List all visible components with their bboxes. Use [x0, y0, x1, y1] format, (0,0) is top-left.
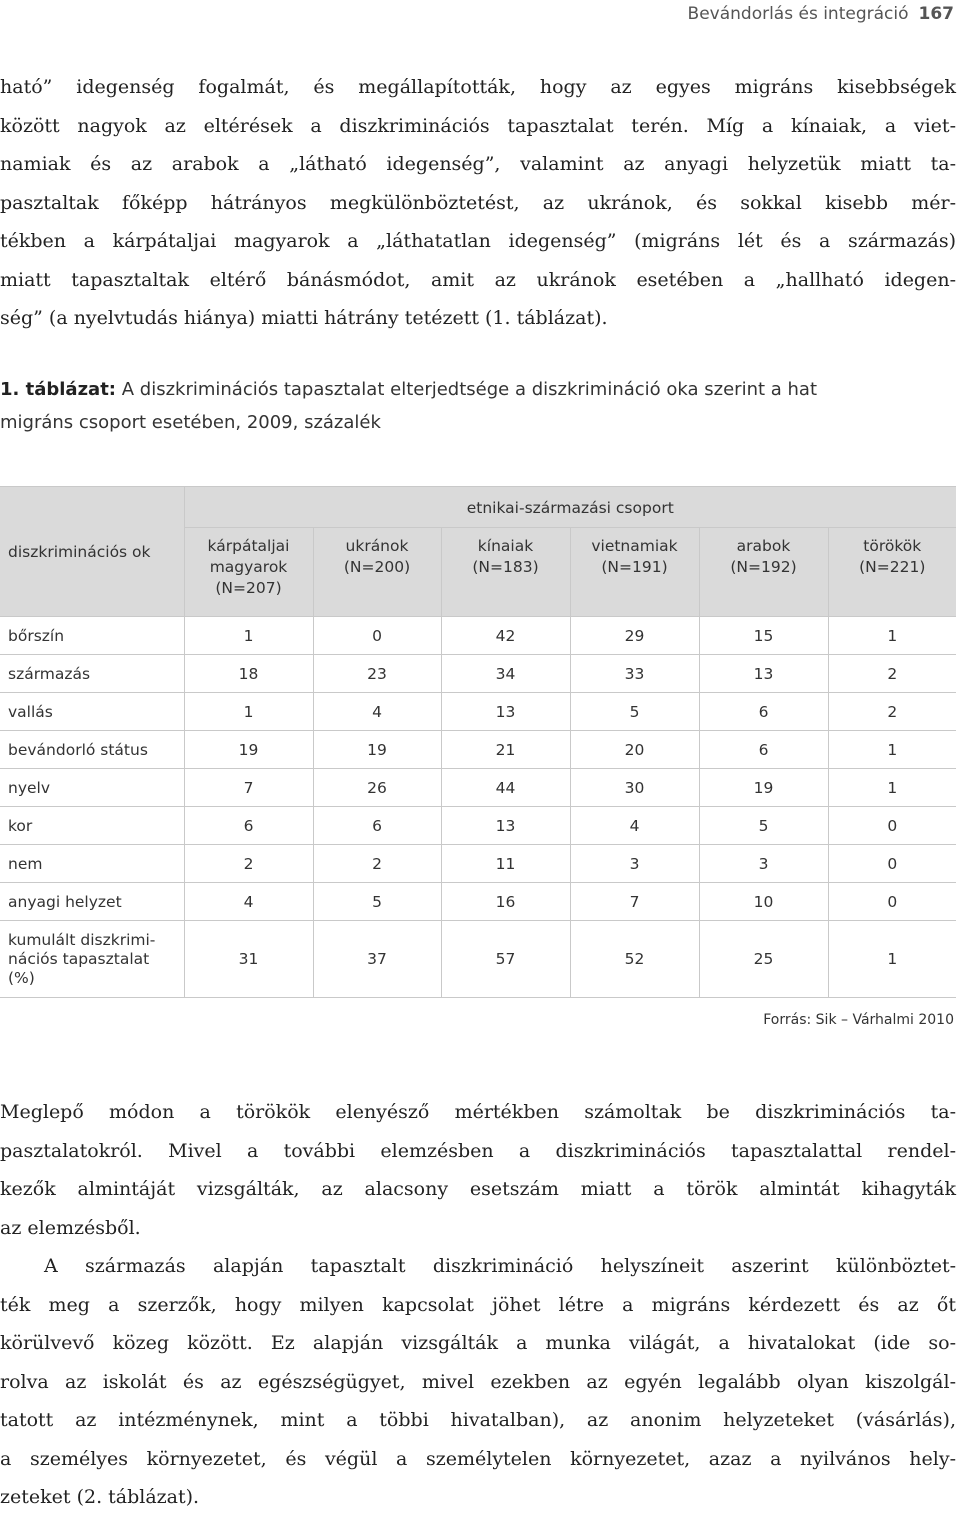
text-line: körülvevő közeg között. Ez alapján vizsgálták a munka világát, a hivatalokat (ide so- — [0, 1332, 956, 1354]
column-header-line: ukránok — [345, 537, 409, 555]
row-label: kor — [0, 807, 184, 845]
table-cell: 0 — [828, 845, 956, 883]
text-line: Meglepő módon a törökök elenyésző mértékben számoltak be diszkriminációs ta- — [0, 1101, 956, 1123]
table-cell: 1 — [828, 731, 956, 769]
text-line: miatt tapasztaltak eltérő bánásmódot, amit az ukránok esetében a „hallható idegen- — [0, 268, 956, 291]
table-cell: 6 — [699, 731, 828, 769]
table-cell: 26 — [313, 769, 441, 807]
caption-label: 1. táblázat: — [0, 379, 117, 400]
text-line: rolva az iskolát és az egészségügyet, mivel ezekben az egyén legalább olyan kiszolgál- — [0, 1370, 956, 1393]
text-line: zeteket (2. táblázat). — [0, 1486, 200, 1508]
row-label: bőrszín — [0, 617, 184, 655]
body-paragraphs-2-3 — [0, 1093, 956, 1517]
table-cell: 19 — [699, 769, 828, 807]
table-cell: 31 — [184, 921, 313, 998]
table-cell: 37 — [313, 921, 441, 998]
body-paragraph-1 — [0, 68, 956, 338]
column-header-line: arabok — [736, 537, 791, 555]
table-row — [0, 845, 956, 883]
page-number: 167 — [918, 4, 954, 24]
table-cell: 1 — [184, 617, 313, 655]
row-label: anyagi helyzet — [0, 883, 184, 921]
table-row — [0, 617, 956, 655]
table-cell: 7 — [184, 769, 313, 807]
table-cell: 52 — [570, 921, 699, 998]
row-label: vallás — [0, 693, 184, 731]
text-line: között nagyok az eltérések a diszkriminációs tapasztalat terén. Míg a kínaiak, a viet- — [0, 114, 956, 137]
table-cell: 3 — [699, 845, 828, 883]
text-line: az elemzésből. — [0, 1216, 141, 1239]
column-header-line: (N=200) — [343, 558, 411, 576]
table-cell: 18 — [184, 655, 313, 693]
caption-line-1 — [0, 373, 956, 406]
text-line: pasztaltak főképp hátrányos megkülönböztetést, az ukránok, és sokkal kisebb mér- — [0, 191, 956, 214]
text-line: pasztalatokról. Mivel a további elemzésben a diszkriminációs tapasztalattal rendel- — [0, 1139, 956, 1162]
column-header — [570, 528, 699, 617]
table-cell: 34 — [441, 655, 570, 693]
table-row — [0, 655, 956, 693]
table-cell: 2 — [184, 845, 313, 883]
table-cell: 0 — [828, 807, 956, 845]
table-cell: 3 — [570, 845, 699, 883]
table-cell: 15 — [699, 617, 828, 655]
table-cell: 16 — [441, 883, 570, 921]
table-cell: 44 — [441, 769, 570, 807]
table-cell: 2 — [828, 693, 956, 731]
text-line: namiak és az arabok a „látható idegenség”, valamint az anyagi helyzetük miatt ta- — [0, 153, 956, 175]
caption-text: A diszkriminációs tapasztalat elterjedtsége a diszkrimináció oka szerint a hat — [121, 379, 817, 400]
table-cell: 57 — [441, 921, 570, 998]
table-row-total — [0, 921, 956, 998]
table-cell: 2 — [313, 845, 441, 883]
table-cell: 13 — [699, 655, 828, 693]
row-label-line: nációs tapasztalat — [8, 949, 150, 968]
table-cell: 5 — [570, 693, 699, 731]
table-cell: 23 — [313, 655, 441, 693]
discrimination-table-wrapper — [0, 486, 956, 998]
caption-line-2: migráns csoport esetében, 2009, százalék — [0, 412, 381, 433]
column-header-line: törökök — [863, 537, 922, 555]
column-header — [441, 528, 570, 617]
table-cell: 6 — [184, 807, 313, 845]
column-header-line: (N=192) — [730, 558, 797, 576]
table-cell: 1 — [184, 693, 313, 731]
column-header-line: (N=191) — [601, 558, 668, 576]
table-cell: 20 — [570, 731, 699, 769]
text-line: tékben a kárpátaljai magyarok a „láthatatlan idegenség” (migráns lét és a származás) — [0, 230, 956, 252]
running-header — [688, 4, 954, 24]
column-header-line: vietnamiak — [591, 537, 678, 555]
table-cell: 5 — [313, 883, 441, 921]
row-label-line: (%) — [8, 968, 35, 987]
table-row — [0, 807, 956, 845]
column-header-line: kínaiak — [477, 537, 534, 555]
table-cell: 2 — [828, 655, 956, 693]
table-cell: 0 — [313, 617, 441, 655]
table-cell: 1 — [828, 921, 956, 998]
table-cell: 21 — [441, 731, 570, 769]
column-header-line: kárpátaljai — [207, 537, 290, 555]
table-cell: 19 — [313, 731, 441, 769]
column-header — [828, 528, 956, 617]
column-header-line: (N=207) — [215, 579, 282, 597]
table-row — [0, 731, 956, 769]
table-row — [0, 769, 956, 807]
table-cell: 11 — [441, 845, 570, 883]
row-label: nem — [0, 845, 184, 883]
table-cell: 1 — [828, 617, 956, 655]
text-line: kezők almintáját vizsgálták, az alacsony esetszám miatt a török almintát kihagyták — [0, 1178, 956, 1200]
table-cell: 7 — [570, 883, 699, 921]
table-cell: 5 — [699, 807, 828, 845]
table-cell: 4 — [570, 807, 699, 845]
column-header-line: (N=183) — [472, 558, 539, 576]
running-title: Bevándorlás és integráció — [687, 4, 909, 24]
row-label: nyelv — [0, 769, 184, 807]
table-cell: 19 — [184, 731, 313, 769]
table-cell: 13 — [441, 693, 570, 731]
table-cell: 1 — [828, 769, 956, 807]
table-cell: 29 — [570, 617, 699, 655]
text-line: ható” idegenség fogalmát, és megállapították, hogy az egyes migráns kisebbségek — [0, 76, 956, 98]
text-line: ség” (a nyelvtudás hiánya) miatti hátrány tetézett (1. táblázat). — [0, 307, 608, 329]
table-cell: 4 — [313, 693, 441, 731]
row-label — [0, 921, 184, 998]
column-header-line: (N=221) — [859, 558, 926, 576]
column-header — [699, 528, 828, 617]
table-row — [0, 693, 956, 731]
table-body — [0, 617, 956, 998]
text-line: a személyes környezetet, és végül a személytelen környezetet, azaz a nyilvános hely- — [0, 1447, 956, 1470]
table-cell: 30 — [570, 769, 699, 807]
table-cell: 25 — [699, 921, 828, 998]
table-cell: 42 — [441, 617, 570, 655]
text-line: ték meg a szerzők, hogy milyen kapcsolat jöhet létre a migráns kérdezett és az őt — [0, 1293, 956, 1316]
group-header-cell: etnikai-származási csoport — [184, 487, 956, 528]
table-cell: 33 — [570, 655, 699, 693]
text-line: tatott az intézménynek, mint a többi hivatalban), az anonim helyzeteket (vásárlás), — [0, 1409, 956, 1431]
column-header-line: magyarok — [209, 558, 288, 576]
table-cell: 0 — [828, 883, 956, 921]
column-header — [184, 528, 313, 617]
table-row — [0, 883, 956, 921]
table-cell: 10 — [699, 883, 828, 921]
table-caption — [0, 373, 956, 439]
table-cell: 6 — [313, 807, 441, 845]
row-label-line: kumulált diszkrimi- — [8, 930, 156, 949]
row-label: bevándorló státus — [0, 731, 184, 769]
page-header — [0, 0, 960, 30]
column-header — [313, 528, 441, 617]
row-header-cell: diszkriminációs ok — [0, 487, 184, 617]
row-label: származás — [0, 655, 184, 693]
table-cell: 13 — [441, 807, 570, 845]
text-line: A származás alapján tapasztalt diszkrimináció helyszíneit aszerint különböztet- — [44, 1255, 956, 1277]
table-source-note: Forrás: Sik – Várhalmi 2010 — [763, 1012, 954, 1028]
table-cell: 6 — [699, 693, 828, 731]
table-cell: 4 — [184, 883, 313, 921]
discrimination-table — [0, 486, 956, 998]
